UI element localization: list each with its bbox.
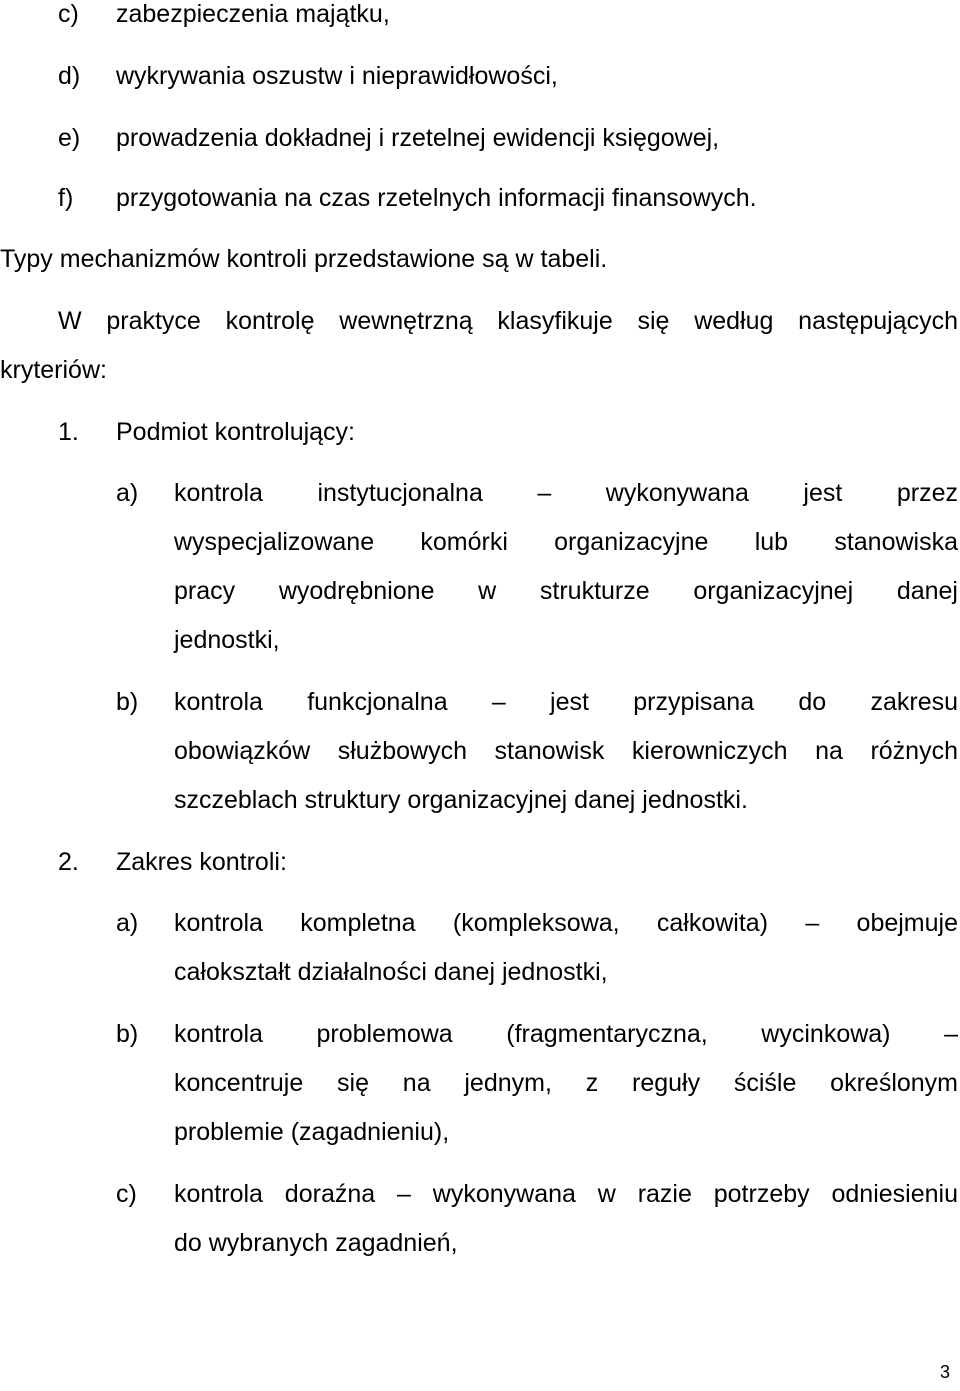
list-item-line: kontrola problemowa (fragmentaryczna, wycinkowa) – xyxy=(174,1020,958,1048)
paragraph-classify-line1: W praktyce kontrolę wewnętrzną klasyfikuje się według następujących xyxy=(58,307,958,335)
list-item-line: wyspecjalizowane komórki organizacyjne lub stanowiska xyxy=(174,528,958,556)
paragraph-types: Typy mechanizmów kontroli przedstawione są w tabeli. xyxy=(0,245,608,273)
list-item-line: kontrola doraźna – wykonywana w razie potrzeby odniesieniu xyxy=(174,1180,958,1208)
list-marker: c) xyxy=(116,1180,137,1208)
section-number: 1. xyxy=(58,418,79,446)
paragraph-classify-line2: kryteriów: xyxy=(0,356,107,384)
list-marker: b) xyxy=(116,1020,139,1048)
list-marker: e) xyxy=(58,124,81,152)
section-heading: Zakres kontroli: xyxy=(116,848,287,876)
list-item-line: pracy wyodrębnione w strukturze organizacyjnej danej xyxy=(174,577,958,605)
list-item-text: zabezpieczenia majątku, xyxy=(116,0,390,28)
section-heading: Podmiot kontrolujący: xyxy=(116,418,356,446)
list-marker: f) xyxy=(58,184,74,212)
list-item-line: problemie (zagadnieniu), xyxy=(174,1118,450,1146)
list-item-text: przygotowania na czas rzetelnych informacji finansowych. xyxy=(116,184,757,212)
list-item-line: obowiązków służbowych stanowisk kierowniczych na różnych xyxy=(174,737,958,765)
list-item-line: koncentruje się na jednym, z reguły ściśle określonym xyxy=(174,1069,958,1097)
list-item-text: wykrywania oszustw i nieprawidłowości, xyxy=(116,62,558,90)
list-item-line: do wybranych zagadnień, xyxy=(174,1229,458,1257)
list-item-line: szczeblach struktury organizacyjnej danej jednostki. xyxy=(174,786,748,814)
list-item-line: kontrola funkcjonalna – jest przypisana do zakresu xyxy=(174,688,958,716)
list-item-text: prowadzenia dokładnej i rzetelnej ewidencji księgowej, xyxy=(116,124,720,152)
list-marker: a) xyxy=(116,479,139,507)
section-number: 2. xyxy=(58,848,79,876)
list-item-line: jednostki, xyxy=(174,626,280,654)
list-marker: a) xyxy=(116,909,139,937)
list-item-line: kontrola instytucjonalna – wykonywana jest przez xyxy=(174,479,958,507)
list-marker: d) xyxy=(58,62,81,90)
list-item-line: kontrola kompletna (kompleksowa, całkowita) – obejmuje xyxy=(174,909,958,937)
list-item-line: całokształt działalności danej jednostki, xyxy=(174,958,608,986)
page-number: 3 xyxy=(939,1362,950,1382)
list-marker: b) xyxy=(116,688,139,716)
list-marker: c) xyxy=(58,0,79,28)
